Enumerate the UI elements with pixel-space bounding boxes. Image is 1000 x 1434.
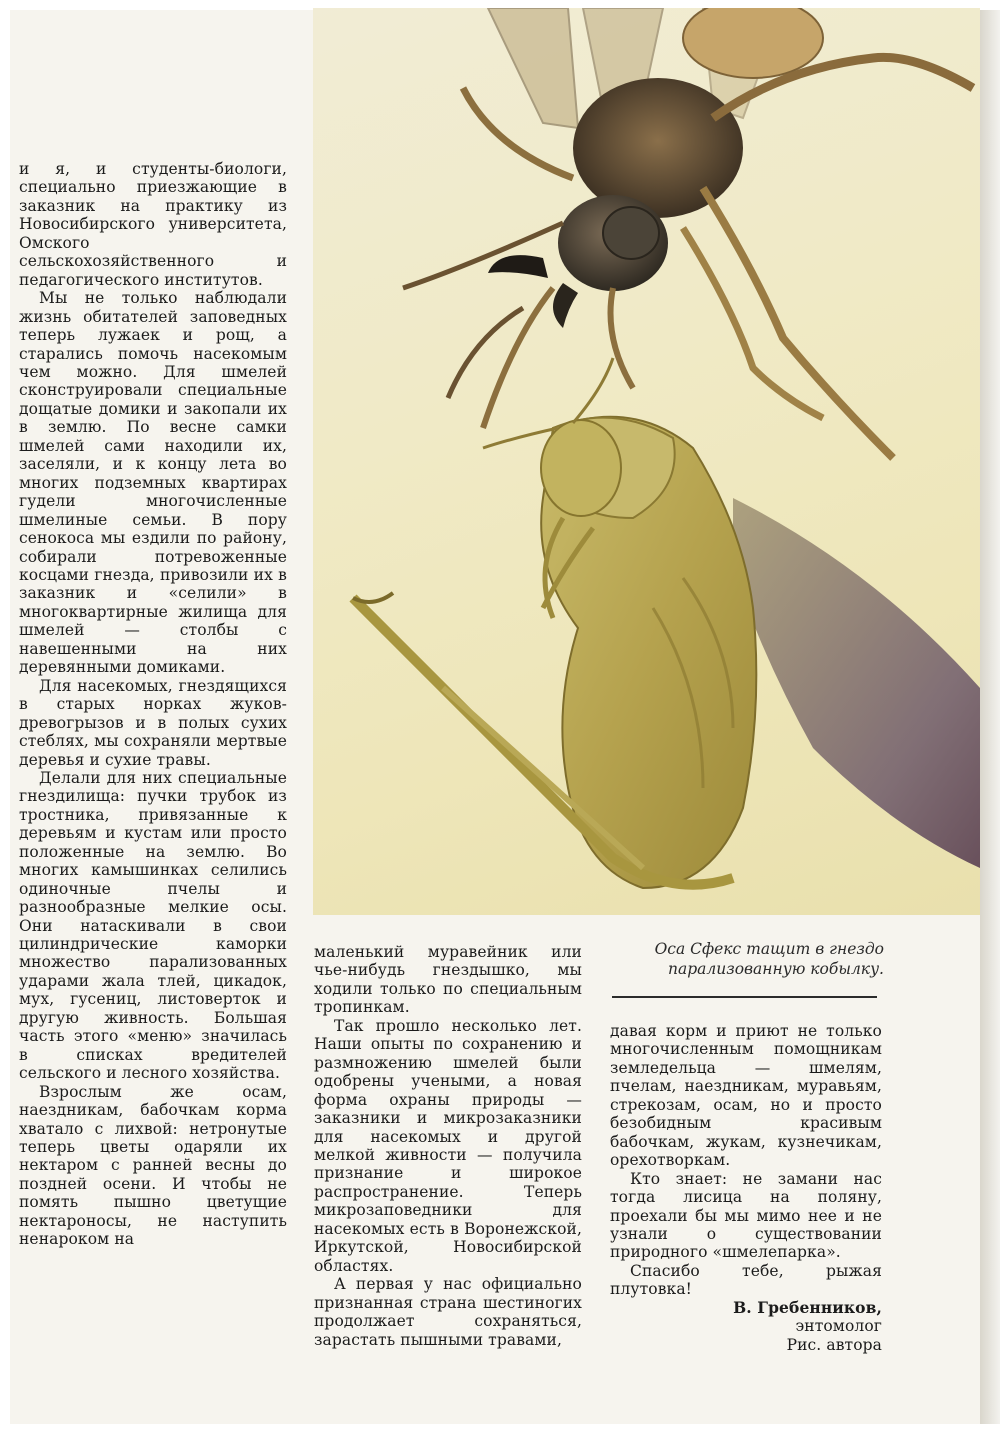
illustration-drawing [313,8,980,915]
paragraph: Кто знает: не замани нас тогда лисица на поляну, проехали бы мы мимо нее и не узнали о существовании природного «шмелепарка». [610,1169,882,1262]
paragraph: и я, и студенты-биологи, специально приезжающие в заказник на практику из Новосибирского университета, Омского сельскохозяйственного и педагогического институтов. [19,160,287,289]
paragraph: Делали для них специальные гнездилища: пучки трубок из тростника, привязанные к деревьям и кустам или просто положенные на землю. Во многих камышинках селились одиночные пчелы и разнообразные мелкие осы. Они натаскивали в свои цилиндрические каморки множество парализованных ударами жала тлей, цикадок, мух, гусениц, листоверток и другую живность. Большая часть этого «меню» значилась в списках вредителей сельского и лесного хозяйства. [19,768,287,1083]
paragraph: Взрослым же осам, наездникам, бабочкам корма хватало с лихвой: нетронутые теперь цветы одаряли их нектаром с ранней весны до поздней осени. И чтобы не помять пышно цветущие нектароносы, не наступить ненароком на [19,1082,287,1249]
paragraph: Так прошло несколько лет. Наши опыты по сохранению и размножению шмелей были одобрены учеными, а новая форма охраны природы — заказники и микрозаказники для насекомых и другой мелкой живности — получила признание и широкое распространение. Теперь микрозаповедники для насекомых есть в Воронежской, Иркутской, Новосибирской областях. [314,1016,582,1275]
article-column-1 [19,160,287,1249]
article-column-3 [610,1022,882,1354]
author-role: энтомолог [795,1317,882,1336]
paragraph: Для насекомых, гнездящихся в старых норках жуков-древогрызов и в полых сухих стеблях, мы сохраняли мертвые деревья и сухие травы. [19,676,287,769]
illustration-caption: Оса Сфекс тащит в гнездо парализованную кобылку. [654,940,884,978]
paragraph: Мы не только наблюдали жизнь обитателей заповедных теперь лужаек и рощ, а старались помочь насекомым чем можно. Для шмелей сконструировали специальные дощатые домики и закопали их в землю. По весне самки шмелей сами находили их, заселяли, и к концу лета во многих подземных квартирах гудели многочисленные шмелиные семьи. В пору сенокоса мы ездили по району, собирали потревоженные косцами гнезда, привозили их в заказник и «селили» в многоквартирные жилища для шмелей — столбы с навешенными на них деревянными домиками. [19,289,287,677]
paragraph: А первая у нас официально признанная страна шестиногих продолжает сохраняться, зарастать пышными травами, [314,1275,582,1349]
illustrator-credit: Рис. автора [786,1335,882,1354]
author-name: В. Гребенников, [733,1297,882,1317]
paragraph: Спасибо тебе, рыжая плутовка! [610,1261,882,1299]
paragraph: маленький муравейник или чье-нибудь гнездышко, мы ходили только по специальным тропинкам. [314,943,582,1017]
caption-divider [612,996,877,998]
article-column-2 [314,943,582,1349]
wasp-grasshopper-illustration [313,8,980,915]
paragraph: давая корм и приют не только многочисленным помощникам земледельца — шмелям, пчелам, наездникам, муравьям, стрекозам, осам, но и просто безобидным красивым бабочкам, жукам, кузнечикам, орехотворкам. [610,1022,882,1170]
page-edge-shadow [980,10,1000,1424]
